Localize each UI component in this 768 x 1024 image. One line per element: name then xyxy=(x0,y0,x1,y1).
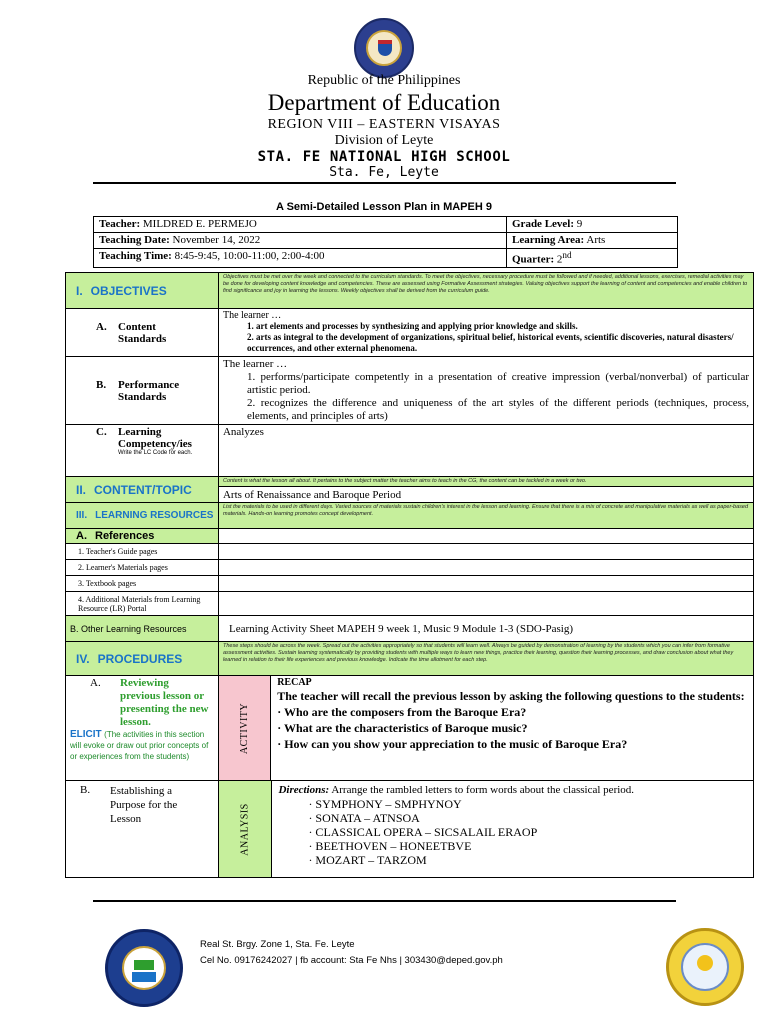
ref-learners-materials: 2. Learner's Materials pages xyxy=(66,560,219,576)
content-standards-label: A. Content Standards xyxy=(66,309,219,357)
lesson-plan-table xyxy=(65,272,754,878)
info-table: Teacher: MILDRED E. PERMEJO Grade Level: 9 Teaching Date: November 14, 2022 Learning Area: Arts Teaching Time: 8:45-9:45, 10:00-11:00, 2:00-4:00 Quarter: 2nd xyxy=(93,216,678,268)
question-item: · What are the characteristics of Baroque music? xyxy=(277,721,528,735)
performance-standards-label: B. Performance Standards xyxy=(66,357,219,425)
content-topic-note: Content is what the lesson all about. It pertains to the subject matter the teacher aims to teach in the CG, the content can be tackled in a week or two. xyxy=(218,477,753,487)
deped-division-logo xyxy=(666,928,744,1006)
objectives-note: Objectives must be met over the week and connected to the curriculum standards. To meet the objectives, necessary procedure must be followed and if needed, additional lessons, exercises, remedial activities may be done for developing content knowledge and competencies. These are assessed using Formative Assessment strategies. Valuing objectives support the learning of content and competencies and enable children to find significance and joy in learning the lessons. Weekly objectives shall be derived from the curriculum guide. xyxy=(218,273,753,309)
ref-teachers-guide: 1. Teacher's Guide pages xyxy=(66,544,219,560)
region-line: REGION VIII – EASTERN VISAYAS xyxy=(267,117,501,132)
analysis-tag: ANALYSIS xyxy=(219,781,272,877)
ref-textbook: 3. Textbook pages xyxy=(66,576,219,592)
procedure-a-content xyxy=(218,676,753,781)
school-logo xyxy=(105,929,183,1007)
grade-level: 9 xyxy=(576,218,583,230)
teaching-date: November 14, 2022 xyxy=(172,234,261,246)
elicit-label: ELICIT xyxy=(70,729,102,740)
word-item: · BEETHOVEN – HONEETBVE xyxy=(308,839,472,853)
objectives-heading: I. OBJECTIVES xyxy=(66,273,219,309)
teaching-time: 8:45-9:45, 10:00-11:00, 2:00-4:00 xyxy=(174,250,325,262)
procedures-note: These steps should be across the week. Spread out the activities appropriately so that students will learn well. Always be guided by demonstration of learning by the students which you can infer from formative assessment activities. Sustain learning systematically by providing students with multiple ways to learn new things, practice their learning, question their learning processes, and draw conclusion about what they learned in relation to their life experiences and previous knowledge. Indicate the time allotment for each step. xyxy=(218,642,753,676)
question-item: · How can you show your appreciation to the music of Baroque Era? xyxy=(277,737,628,751)
footer-contact: Cel No. 09176242027 | fb account: Sta Fe Nhs | 303430@deped.gov.ph xyxy=(200,955,503,966)
competency-value: Analyzes xyxy=(218,425,753,477)
school-name: STA. FE NATIONAL HIGH SCHOOL xyxy=(257,149,511,165)
republic-line: Republic of the Philippines xyxy=(307,73,461,88)
recap-intro: The teacher will recall the previous lesson by asking the following questions to the students: xyxy=(277,689,745,703)
plan-title: A Semi-Detailed Lesson Plan in MAPEH 9 xyxy=(276,201,492,213)
activity-tag: ACTIVITY xyxy=(219,676,271,780)
procedure-a-label: A. Reviewing previous lesson or presenting the new lesson. ELICIT (The activities in this section will evoke or draw out prior concepts of or experiences from the students) xyxy=(66,676,219,781)
procedures-heading: IV. PROCEDURES xyxy=(66,642,219,676)
header-divider xyxy=(93,182,676,184)
performance-standards: The learner … 1. performs/participate competently in a presentation of creative impression (verbal/nonverbal) of particular artistic period. 2. recognizes the difference and uniqueness of the art styles of the different periods (techniques, process, elements, and principles of arts) xyxy=(218,357,753,425)
learning-area: Arts xyxy=(586,234,606,246)
content-standards: The learner … 1. art elements and processes by synthesizing and applying prior knowledge and skills. 2. arts as integral to the development of organizations, spiritual belief, historical events, scientific discoveries, natural disasters/ occurrences, and other external phenomena. xyxy=(218,309,753,357)
question-item: · Who are the composers from the Baroque Era? xyxy=(277,705,527,719)
division-line: Division of Leyte xyxy=(334,133,434,148)
deped-seal-logo xyxy=(354,18,414,78)
learning-resources-heading: III. LEARNING RESOURCES xyxy=(66,503,219,529)
word-item: · CLASSICAL OPERA – SICSALAIL ERAOP xyxy=(308,825,538,839)
procedure-b-label: B. Establishing a Purpose for the Lesson xyxy=(66,781,219,878)
ref-additional-materials: 4. Additional Materials from Learning Resource (LR) Portal xyxy=(66,592,219,616)
competency-label: C. Learning Competency/ies Write the LC Code for each. xyxy=(66,425,219,477)
procedure-b-content xyxy=(218,781,753,878)
word-item: · MOZART – TARZOM xyxy=(308,853,427,867)
teacher-name: MILDRED E. PERMEJO xyxy=(142,218,257,230)
department-title: Department of Education xyxy=(267,90,501,115)
footer-address: Real St. Brgy. Zone 1, Sta. Fe. Leyte Cel No. 09176242027 | fb account: Sta Fe Nhs | 303430@deped.gov.ph xyxy=(200,937,503,969)
references-heading: A. References xyxy=(66,529,219,544)
content-topic-heading: II. CONTENT/TOPIC xyxy=(66,477,219,503)
directions: Directions: Arrange the rambled letters to form words about the classical period. xyxy=(278,784,635,796)
school-location: Sta. Fe, Leyte xyxy=(329,165,439,180)
other-resources-label: B. Other Learning Resources xyxy=(66,616,219,642)
content-topic-value: Arts of Renaissance and Baroque Period xyxy=(218,487,753,503)
word-item: · SYMPHONY – SMPHYNOY xyxy=(308,797,462,811)
word-item: · SONATA – ATNSOA xyxy=(308,811,420,825)
recap-title: RECAP xyxy=(277,677,312,688)
quarter: 2 xyxy=(556,253,563,266)
footer-divider xyxy=(93,900,676,902)
other-resources-value: Learning Activity Sheet MAPEH 9 week 1, Music 9 Module 1-3 (SDO-Pasig) xyxy=(218,616,753,642)
learning-resources-note: List the materials to be used in different days. Varied sources of materials sustain children's interest in the lesson and learning. Ensure that there is a mix of concrete and manipulative materials as well as paper-based materials. Hands-on learning promotes concept development. xyxy=(218,503,753,529)
